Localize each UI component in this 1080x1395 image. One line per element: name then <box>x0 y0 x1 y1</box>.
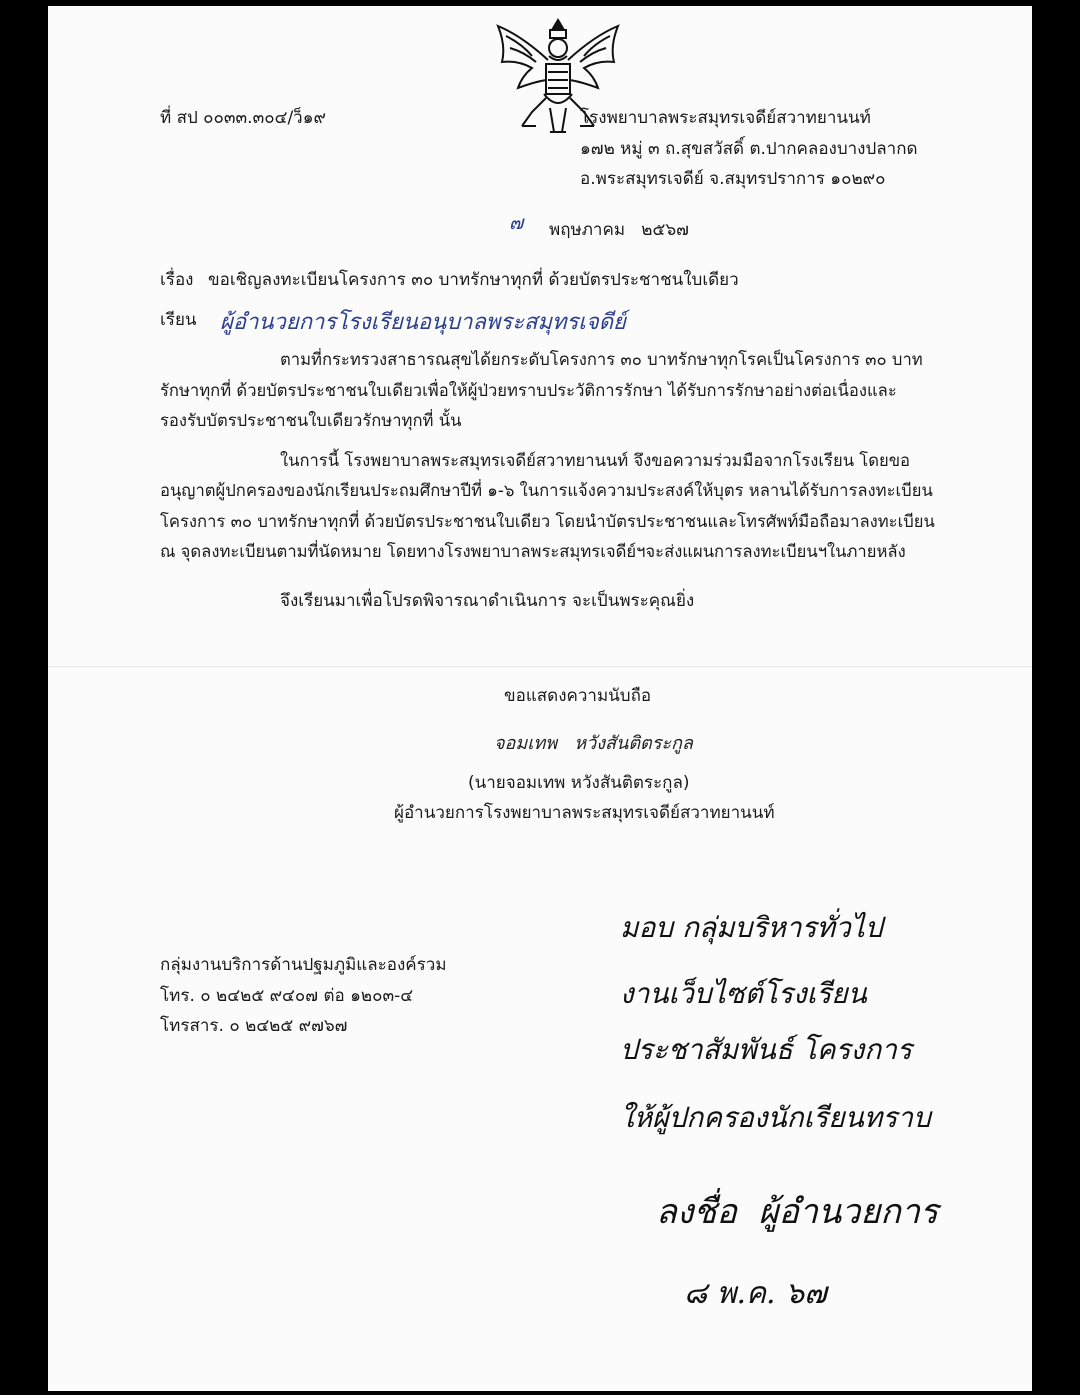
reference-number: ที่ สป ๐๐๓๓.๓๐๔/ว็๑๙ <box>160 108 326 128</box>
handwritten-note-signature: ลงชื่อ ผู้อำนวยการ <box>656 1192 939 1232</box>
to-label: เรียน <box>160 310 197 330</box>
date-month-year: พฤษภาคม ๒๕๖๗ <box>549 220 689 240</box>
recipient-handwritten: ผู้อำนวยการโรงเรียนอนุบาลพระสมุทรเจดีย์ <box>220 310 626 335</box>
sender-address-line1: ๑๗๒ หมู่ ๓ ถ.สุขสวัสดิ์ ต.ปากคลองบางปลากด <box>580 139 918 159</box>
body-p2-line3: โครงการ ๓๐ บาทรักษาทุกที่ ด้วยบัตรประชาชนใบเดียว โดยนำบัตรประชาชนและโทรศัพท์มือถือมาลงทะเบียน <box>160 512 935 531</box>
body-p1-line3: รองรับบัตรประชาชนใบเดียวรักษาทุกที่ นั้น <box>160 411 462 430</box>
handwritten-note-line4: ให้ผู้ปกครองนักเรียนทราบ <box>620 1101 931 1134</box>
director-signature: จอมเทพ หวังสันติตระกูล <box>494 733 693 754</box>
sender-address-line2: อ.พระสมุทรเจดีย์ จ.สมุทรปราการ ๑๐๒๙๐ <box>580 169 886 189</box>
sender-name: โรงพยาบาลพระสมุทรเจดีย์สวาทยานนท์ <box>580 108 871 128</box>
footer-department: กลุ่มงานบริการด้านปฐมภูมิและองค์รวม <box>160 955 447 975</box>
body-p3: จึงเรียนมาเพื่อโปรดพิจารณาดำเนินการ จะเป็นพระคุณยิ่ง <box>280 591 695 611</box>
subject-label: เรื่อง <box>160 270 194 290</box>
subject-text: ขอเชิญลงทะเบียนโครงการ ๓๐ บาทรักษาทุกที่ ด้วยบัตรประชาชนใบเดียว <box>208 270 739 290</box>
body-p2-line4: ณ จุดลงทะเบียนตามที่นัดหมาย โดยทางโรงพยาบาลพระสมุทรเจดีย์ฯจะส่งแผนการลงทะเบียนฯในภายหลัง <box>160 542 906 561</box>
handwritten-note-line1: มอบ กลุ่มบริหารทั่วไป <box>620 911 883 944</box>
closing: ขอแสดงความนับถือ <box>504 686 652 706</box>
signer-name: (นายจอมเทพ หวังสันติตระกูล) <box>468 773 690 793</box>
paper-fold-line <box>48 666 1032 667</box>
body-p2-line1: ในการนี้ โรงพยาบาลพระสมุทรเจดีย์สวาทยานนท์ จึงขอความร่วมมือจากโรงเรียน โดยขอ <box>280 451 911 470</box>
footer-fax: โทรสาร. ๐ ๒๔๒๕ ๙๗๖๗ <box>160 1016 348 1036</box>
date-day: ๗ <box>509 212 524 234</box>
body-p1-line2: รักษาทุกที่ ด้วยบัตรประชาชนใบเดียวเพื่อให้ผู้ป่วยทราบประวัติการรักษา ได้รับการรักษาอย่างต่อเนื่องและ <box>160 381 897 400</box>
body-p1-line1: ตามที่กระทรวงสาธารณสุขได้ยกระดับโครงการ ๓๐ บาทรักษาทุกโรคเป็นโครงการ ๓๐ บาท <box>280 350 923 369</box>
signer-title: ผู้อำนวยการโรงพยาบาลพระสมุทรเจดีย์สวาทยานนท์ <box>394 803 775 823</box>
handwritten-note-date: ๘ พ.ค. ๖๗ <box>684 1276 827 1311</box>
handwritten-note-line2: งานเว็บไซต์โรงเรียน <box>620 977 867 1010</box>
handwritten-note-line3: ประชาสัมพันธ์ โครงการ <box>620 1033 912 1066</box>
footer-telephone: โทร. ๐ ๒๔๒๕ ๙๔๐๗ ต่อ ๑๒๐๓-๔ <box>160 986 414 1006</box>
body-p2-line2: อนุญาตผู้ปกครองของนักเรียนประถมศึกษาปีที่ ๑-๖ ในการแจ้งความประสงค์ให้บุตร หลานได้รับการลงทะเบียน <box>160 481 933 500</box>
letter-page <box>48 6 1032 1391</box>
